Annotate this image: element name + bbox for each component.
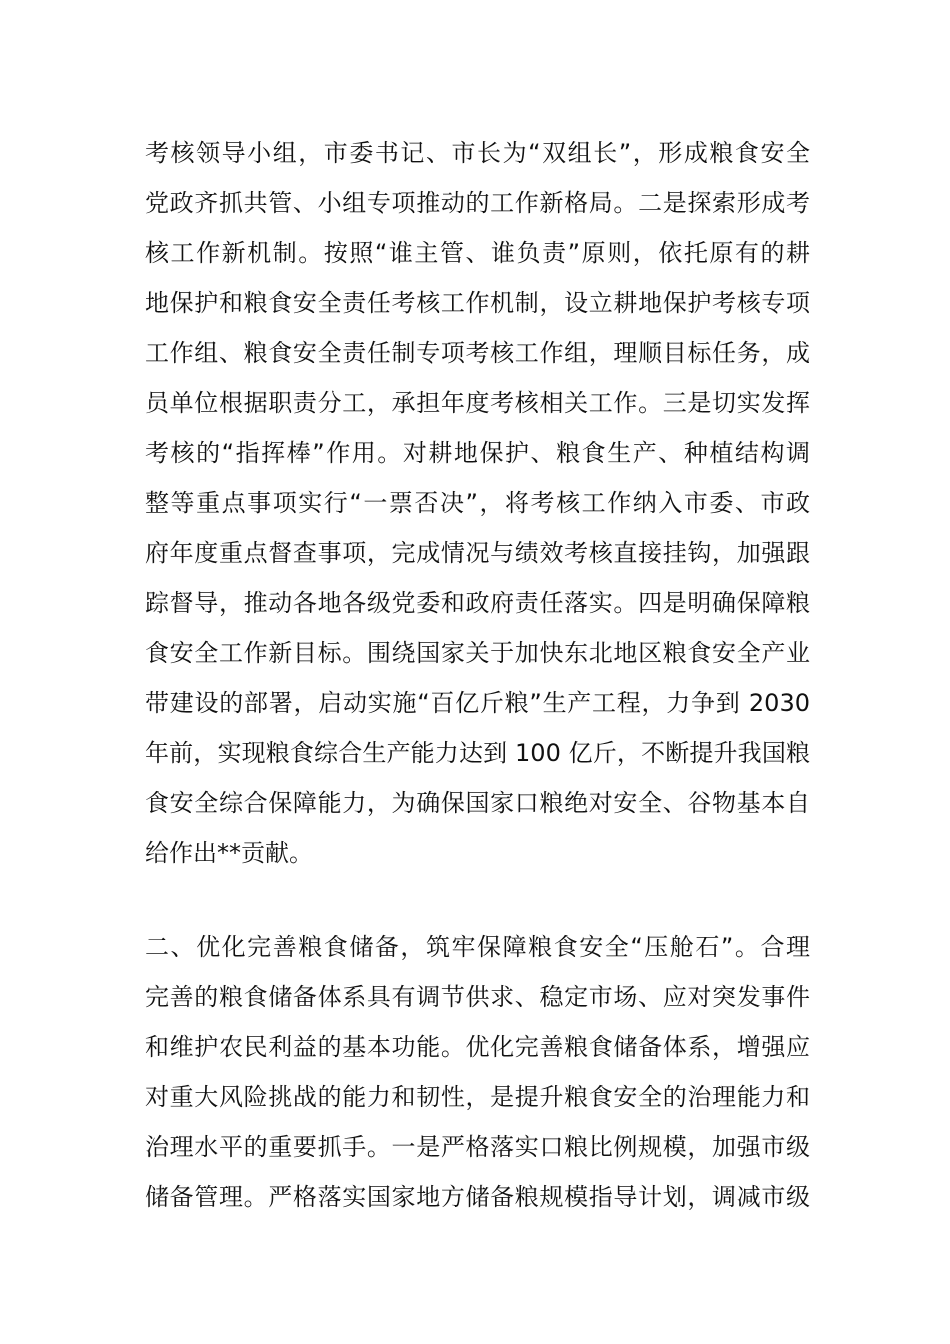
text-line: 整等重点事项实行“一票否决”，将考核工作纳入市委、市政 bbox=[145, 489, 810, 517]
text-line: 员单位根据职责分工，承担年度考核相关工作。三是切实发挥 bbox=[145, 389, 810, 417]
text-line: 给作出**贡献。 bbox=[145, 839, 313, 867]
text-line: 府年度重点督查事项，完成情况与绩效考核直接挂钩，加强跟 bbox=[145, 539, 810, 567]
text-line: 和维护农民利益的基本功能。优化完善粮食储备体系，增强应 bbox=[145, 1033, 810, 1061]
text-line: 党政齐抓共管、小组专项推动的工作新格局。二是探索形成考 bbox=[145, 189, 810, 217]
text-line: 食安全工作新目标。围绕国家关于加快东北地区粮食安全产业 bbox=[145, 639, 810, 667]
text-line: 带建设的部署，启动实施“百亿斤粮”生产工程，力争到 2030 bbox=[145, 689, 810, 717]
text-line: 地保护和粮食安全责任考核工作机制，设立耕地保护考核专项 bbox=[145, 289, 810, 317]
text-line: 考核领导小组，市委书记、市长为“双组长”，形成粮食安全 bbox=[145, 139, 810, 167]
text-line: 治理水平的重要抓手。一是严格落实口粮比例规模，加强市级 bbox=[145, 1133, 810, 1161]
text-line: 踪督导，推动各地各级党委和政府责任落实。四是明确保障粮 bbox=[145, 589, 810, 617]
text-line: 对重大风险挑战的能力和韧性，是提升粮食安全的治理能力和 bbox=[145, 1083, 810, 1111]
text-line: 储备管理。严格落实国家地方储备粮规模指导计划，调减市级 bbox=[145, 1183, 810, 1211]
text-line: 完善的粮食储备体系具有调节供求、稳定市场、应对突发事件 bbox=[145, 983, 810, 1011]
text-line: 食安全综合保障能力，为确保国家口粮绝对安全、谷物基本自 bbox=[145, 789, 810, 817]
text-line: 考核的“指挥棒”作用。对耕地保护、粮食生产、种植结构调 bbox=[145, 439, 810, 467]
text-line: 工作组、粮食安全责任制专项考核工作组，理顺目标任务，成 bbox=[145, 339, 810, 367]
text-line: 年前，实现粮食综合生产能力达到 100 亿斤，不断提升我国粮 bbox=[145, 739, 810, 767]
text-line: 二、优化完善粮食储备，筑牢保障粮食安全“压舱石”。合理 bbox=[145, 933, 810, 961]
text-line: 核工作新机制。按照“谁主管、谁负责”原则，依托原有的耕 bbox=[145, 239, 810, 267]
